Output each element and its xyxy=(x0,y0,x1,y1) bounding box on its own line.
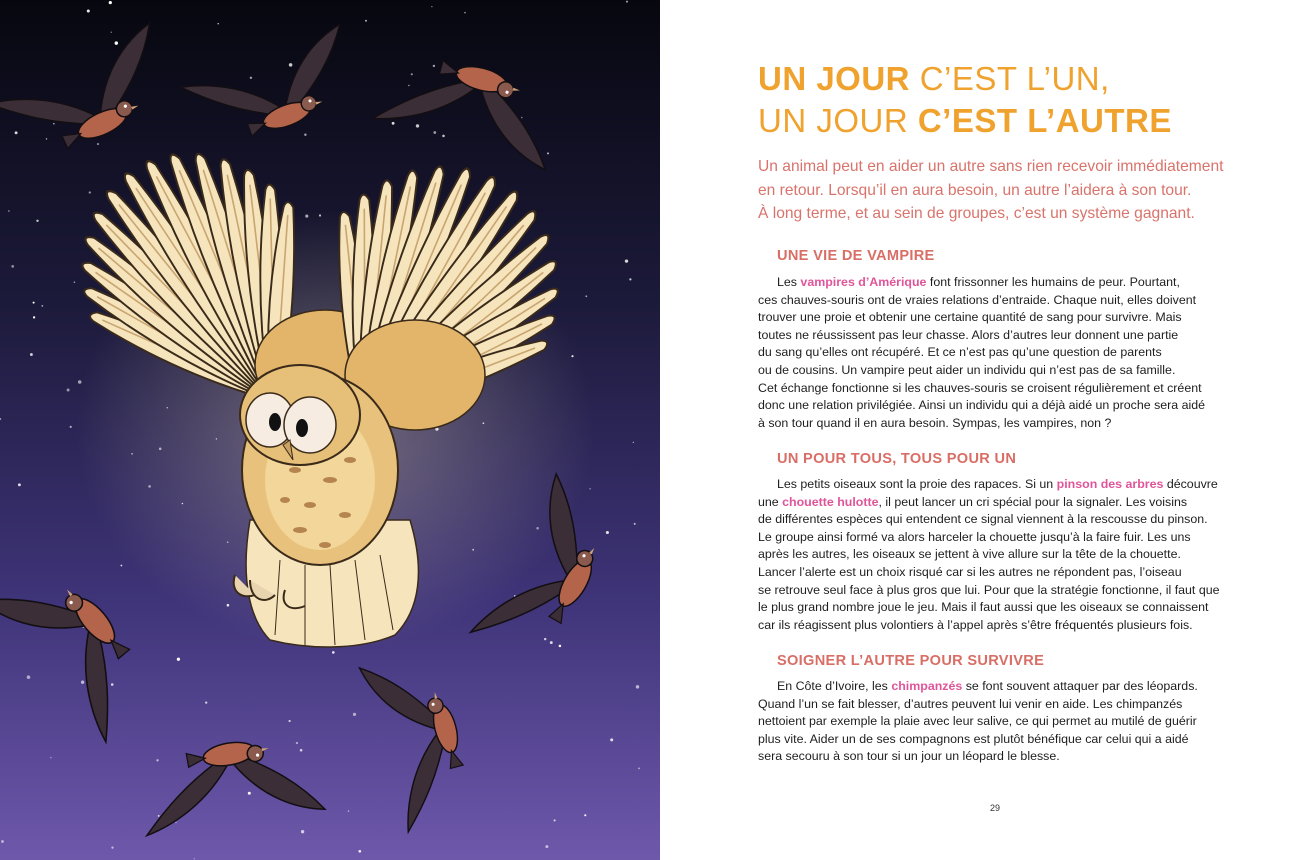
text-line: plus vite. Aider un de ses compagnons est plutôt bénéfique car celui qui a aidé xyxy=(758,731,1189,746)
text-page xyxy=(660,0,1314,860)
section-body-pinson xyxy=(758,476,1238,634)
text-line: Les vampires d’Amérique font frissonner les humains de peur. Pourtant, xyxy=(777,275,1180,289)
page-number: 29 xyxy=(990,803,1001,813)
text-line: En Côte d’Ivoire, les chimpanzés se font souvent attaquer par des léopards. xyxy=(777,679,1198,693)
text-line: donc une relation privilégiée. Ainsi un individu qui a déjà aidé un proche sera aidé xyxy=(758,398,1206,413)
text-line: se retrouve seul face à plus gros que lui. Pour que la stratégie fonctionne, il faut que xyxy=(758,582,1220,597)
page-title: UN JOUR C’EST L’UN, UN JOUR C’EST L’AUTRE xyxy=(758,60,1172,139)
highlighted-species: chimpanzés xyxy=(891,679,963,693)
text-line: trouver une proie et obtenir une certaine quantité de sang pour survivre. Mais xyxy=(758,310,1182,325)
text-line: ou de cousins. Un vampire peut aider un individu qui n’est pas de sa famille. xyxy=(758,362,1176,377)
text-line: le plus grand nombre joue le jeu. Mais il faut aussi que les oiseaux se connaissent xyxy=(758,600,1209,615)
text-line: Quand l’un se fait blesser, d’autres peuvent lui venir en aide. Les chimpanzés xyxy=(758,696,1183,711)
section-heading-vampire: UNE VIE DE VAMPIRE xyxy=(777,248,935,264)
text-line: car ils réagissent plus volontiers à l’appel après s’être fréquentés plusieurs fois. xyxy=(758,617,1193,632)
highlighted-species: vampires d’Amérique xyxy=(800,275,927,289)
text-line: sera secouru à son tour si un jour un léopard le blesse. xyxy=(758,749,1060,764)
intro-paragraph: Un animal peut en aider un autre sans rien recevoir immédiatement en retour. Lorsqu’il en aura besoin, un autre l’aidera à son tour. À long terme, et au sein de groupes, c’est un système gagnant. xyxy=(758,158,1224,222)
text-line: Le groupe ainsi formé va alors harceler la chouette jusqu’à la faire fuir. Les uns xyxy=(758,529,1191,544)
text-line: de différentes espèces qui entendent ce signal viennent à la rescousse du pinson. xyxy=(758,512,1208,527)
text-line: ces chauves-souris ont de vraies relations d’entraide. Chaque nuit, elles doivent xyxy=(758,292,1197,307)
text-line: Lancer l’alerte est un choix risqué car si les autres ne répondent pas, l’oiseau xyxy=(758,564,1182,579)
text-line: Les petits oiseaux sont la proie des rapaces. Si un pinson des arbres découvre xyxy=(777,477,1218,491)
text-line: Cet échange fonctionne si les chauves-souris se croisent régulièrement et créent xyxy=(758,380,1202,395)
text-line: nettoient par exemple la plaie avec leur salive, ce qui permet au mutilé de guérir xyxy=(758,714,1197,729)
text-line: toutes ne réussissent pas leur chasse. Alors d’autres leur donnent une partie xyxy=(758,327,1179,342)
highlighted-species: pinson des arbres xyxy=(1056,477,1164,491)
highlighted-species: chouette hulotte xyxy=(782,494,879,509)
section-body-vampire xyxy=(758,274,1238,432)
section-heading-pinson: UN POUR TOUS, TOUS POUR UN xyxy=(777,451,1017,467)
text-line: du sang qu’elles ont récupéré. Et ce n’est pas qu’une question de parents xyxy=(758,345,1162,360)
section-heading-chimpanzes: SOIGNER L’AUTRE POUR SURVIVRE xyxy=(777,653,1045,669)
section-body-chimpanzes xyxy=(758,678,1238,766)
text-line: après les autres, les oiseaux se jettent à vive allure sur la tête de la chouette. xyxy=(758,547,1181,562)
text-line: à son tour quand il en aura besoin. Sympas, les vampires, non ? xyxy=(758,415,1112,430)
text-line: une chouette hulotte, il peut lancer un cri spécial pour la signaler. Les voisins xyxy=(758,494,1188,509)
